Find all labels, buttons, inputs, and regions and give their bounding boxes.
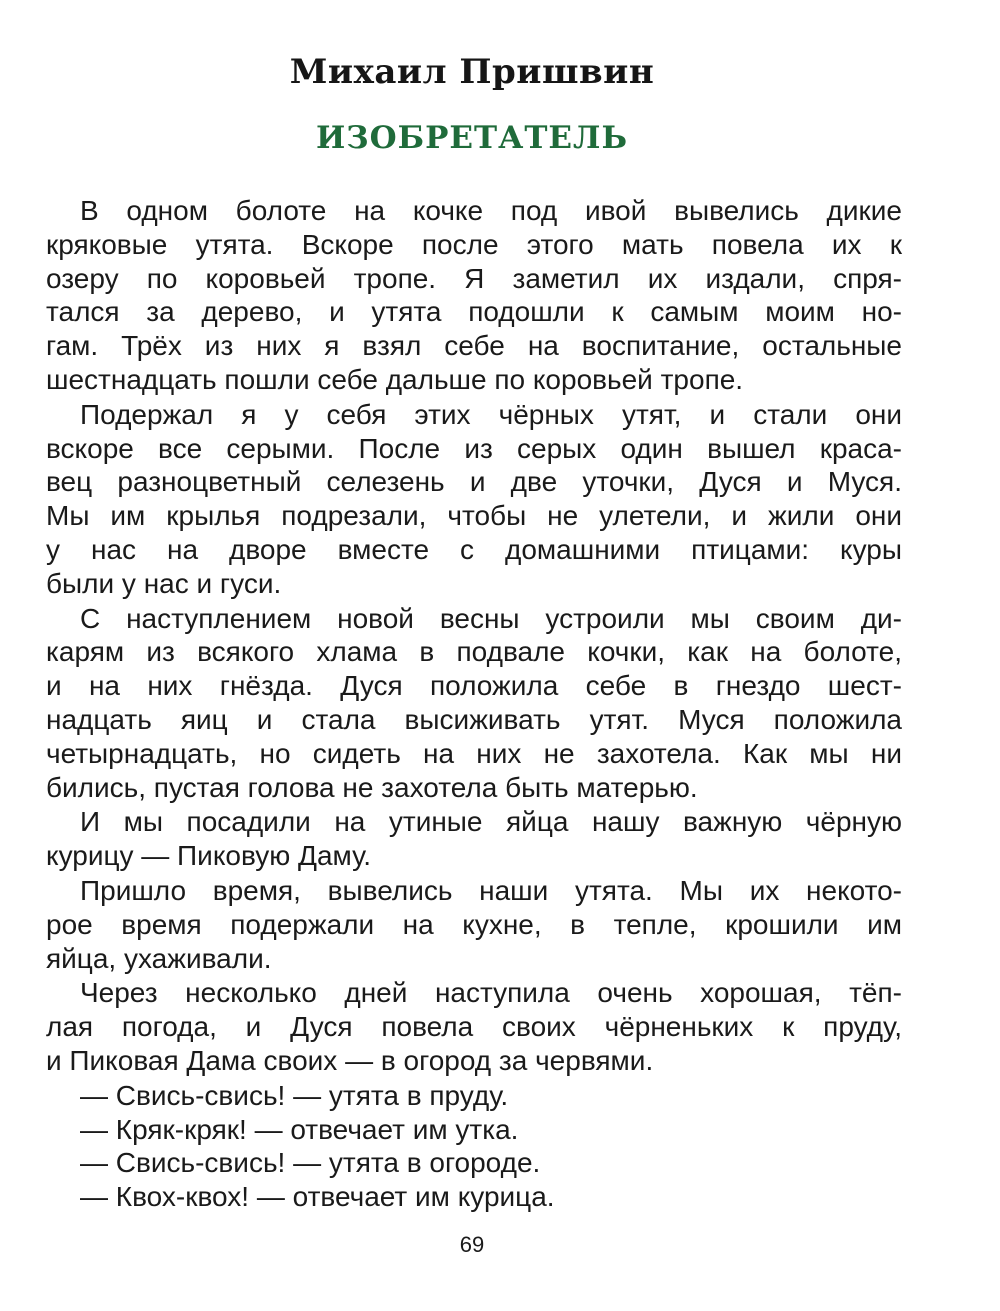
text-line: шестнадцать пошли себе дальше по коровьей тропе.: [46, 363, 744, 395]
text-line: лая погода, и Дуся повела своих чёрненьких к пруду,: [46, 1011, 902, 1043]
dialogue-line: — Свись-свись! — утята в огороде.: [80, 1147, 541, 1179]
text-line: Через несколько дней наступила очень хорошая, тёп-: [80, 977, 902, 1009]
paragraph: [46, 805, 902, 873]
text-line: озеру по коровьей тропе. Я заметил их издали, спря-: [46, 262, 902, 294]
text-line: курицу — Пиковую Даму.: [46, 840, 372, 872]
text-line: Мы им крылья подрезали, чтобы не улетели, и жили они: [46, 500, 902, 532]
paragraph: [46, 398, 902, 601]
story-title: ИЗОБРЕТАТЕЛЬ: [315, 120, 629, 156]
paragraph: [46, 874, 902, 975]
dialogue-line: — Квох-квох! — отвечает им курица.: [80, 1181, 555, 1213]
text-line: И мы посадили на утиные яйца нашу важную чёрную: [80, 806, 902, 838]
text-line: и на них гнёзда. Дуся положила себе в гнездо шест-: [46, 670, 902, 702]
text-line: рое время подержали на кухне, в тепле, крошили им: [46, 908, 902, 940]
text-line: у нас на дворе вместе с домашними птицами: куры: [46, 533, 902, 565]
dialogue: [46, 1079, 902, 1214]
paragraph: [46, 602, 902, 805]
text-line: вскоре все серыми. После из серых один вышел краса-: [46, 432, 902, 464]
text-line: гам. Трёх из них я взял себе на воспитание, остальные: [46, 330, 902, 362]
story-text: [46, 194, 902, 1215]
page-number: 69: [459, 1232, 485, 1257]
text-line: яйца, ухаживали.: [46, 942, 272, 974]
text-line: надцать яиц и стала высиживать утят. Муся положила: [46, 703, 902, 735]
text-line: С наступлением новой весны устроили мы своим ди-: [80, 602, 902, 634]
text-line: кряковые утята. Вскоре после этого мать повела их к: [46, 228, 902, 260]
dialogue-line: — Кряк-кряк! — отвечает им утка.: [80, 1113, 519, 1145]
text-line: вец разноцветный селезень и две уточки, Дуся и Муся.: [46, 466, 902, 498]
text-line: Подержал я у себя этих чёрных утят, и стали они: [80, 398, 902, 430]
text-line: и Пиковая Дама своих — в огород за червями.: [46, 1044, 654, 1076]
author-name: Михаил Пришвин: [289, 52, 655, 92]
text-line: карям из всякого хлама в подвале кочки, как на болоте,: [46, 636, 902, 668]
paragraph: [46, 194, 902, 397]
dialogue-line: — Свись-свись! — утята в пруду.: [80, 1079, 509, 1111]
text-line: четырнадцать, но сидеть на них не захотела. Как мы ни: [46, 737, 902, 769]
text-line: Пришло время, вывелись наши утята. Мы их некото-: [80, 874, 902, 906]
paragraph: [46, 976, 902, 1077]
text-line: тался за дерево, и утята подошли к самым моим но-: [46, 296, 902, 328]
text-line: бились, пустая голова не захотела быть матерью.: [46, 771, 698, 803]
text-line: В одном болоте на кочке под ивой вывелись дикие: [80, 195, 902, 226]
text-line: были у нас и гуси.: [46, 567, 282, 599]
